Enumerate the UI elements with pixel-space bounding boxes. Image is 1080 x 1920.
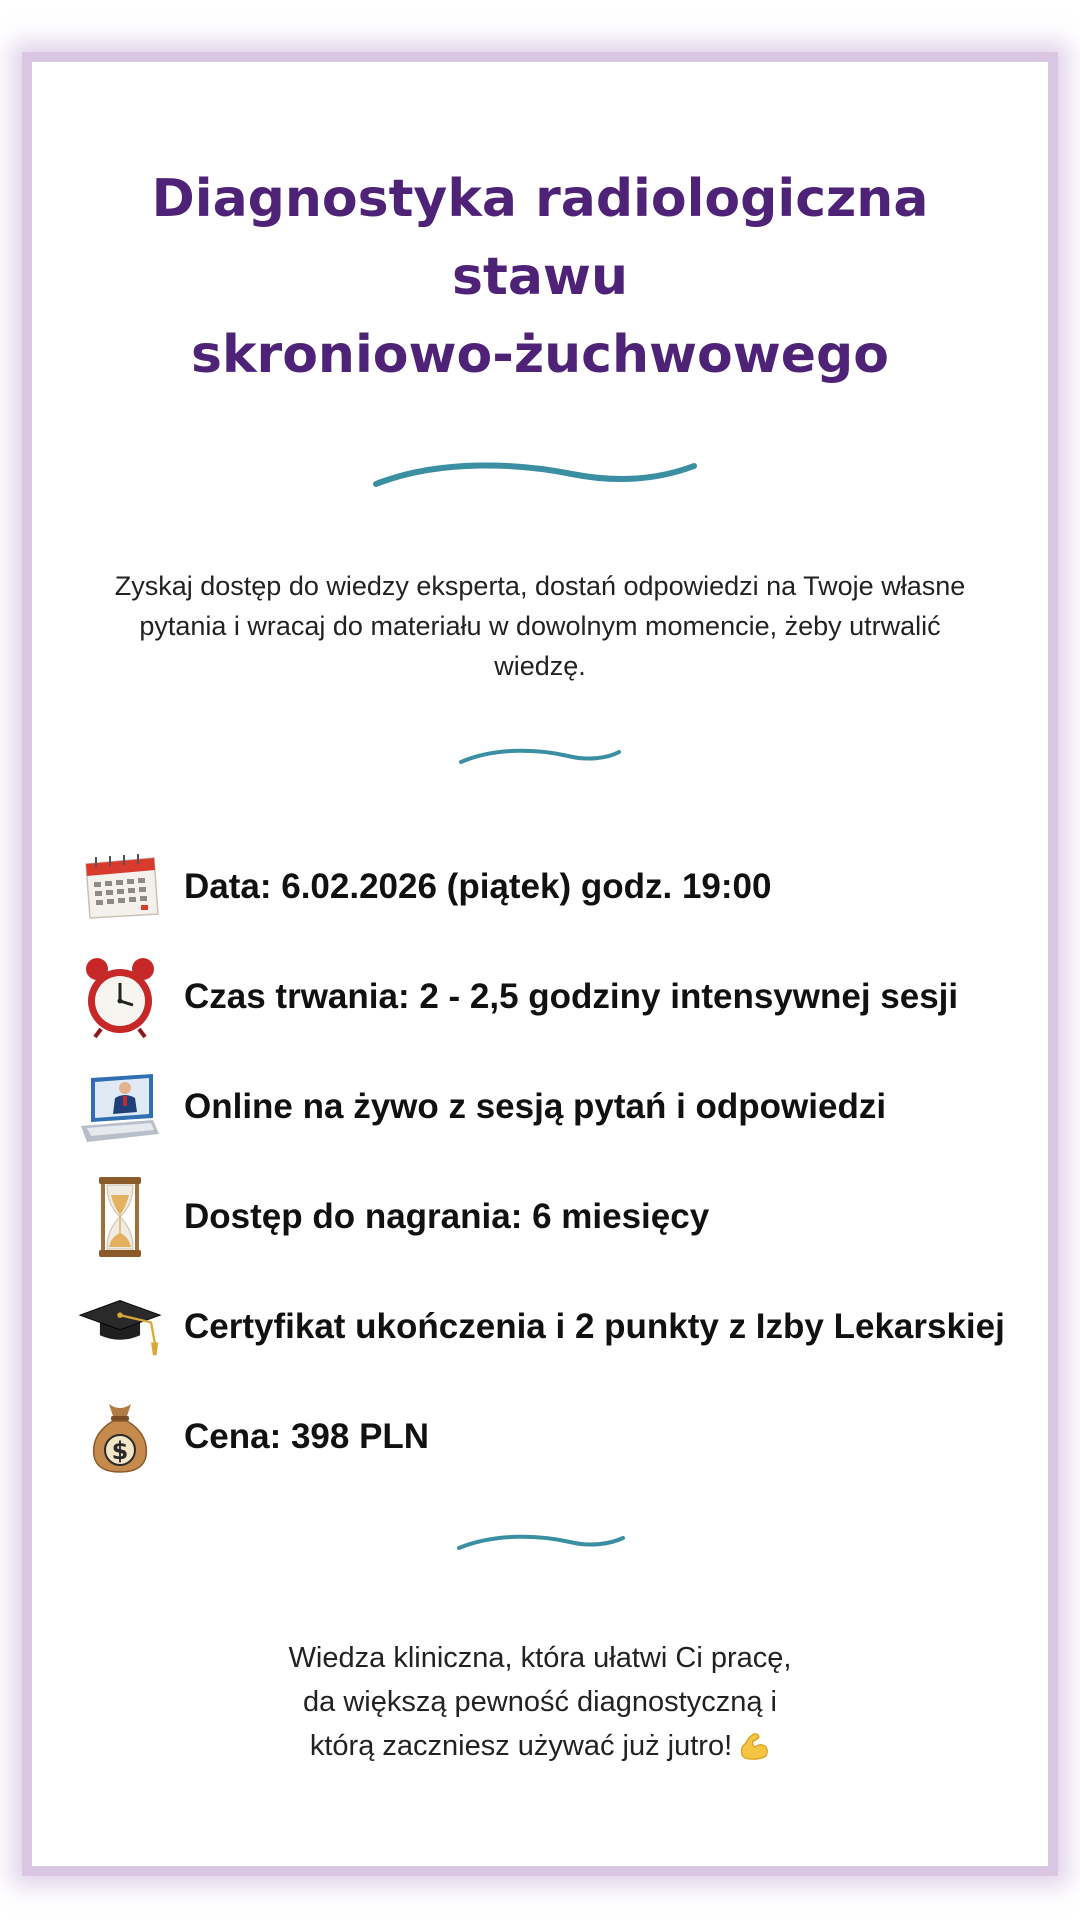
- title-line-3: skroniowo-żuchwowego: [191, 325, 889, 385]
- detail-row-duration: [78, 952, 998, 1042]
- graduation-cap-icon: [78, 1285, 162, 1369]
- closing-text: [190, 1636, 890, 1768]
- closing-line-3: którą zaczniesz używać już jutro!: [309, 1730, 733, 1762]
- money-bag-icon: [78, 1395, 162, 1479]
- online-laptop-icon: [78, 1065, 162, 1149]
- closing-line-2: da większą pewność diagnostyczną i: [303, 1686, 777, 1718]
- detail-row-online: [78, 1062, 998, 1152]
- intro-text: Zyskaj dostęp do wiedzy eksperta, dostań odpowiedzi na Twoje własne pytania i wracaj do materiału w dowolnym momencie, żeby utrwalić wiedzę.: [114, 571, 966, 681]
- wave-divider-3: [456, 1530, 626, 1554]
- detail-row-recording: [78, 1172, 998, 1262]
- alarm-clock-icon: [78, 955, 162, 1039]
- closing-line-3-wrap: [190, 1724, 890, 1768]
- detail-row-certificate: [78, 1282, 1005, 1372]
- title-line-1: Diagnostyka radiologiczna: [151, 169, 929, 229]
- detail-online-text: Online na żywo z sesją pytań i odpowiedzi: [184, 1087, 887, 1126]
- svg-text:$: $: [111, 1437, 129, 1465]
- detail-row-date: [78, 842, 998, 932]
- detail-row-price: [78, 1392, 998, 1482]
- page-title: [0, 160, 1080, 394]
- detail-price-text: Cena: 398 PLN: [184, 1417, 430, 1456]
- hourglass-icon: [78, 1175, 162, 1259]
- calendar-icon: [78, 845, 162, 929]
- detail-certificate-text: Certyfikat ukończenia i 2 punkty z Izby Lekarskiej: [184, 1307, 1005, 1346]
- detail-duration-text: Czas trwania: 2 - 2,5 godziny intensywnej sesji: [184, 977, 959, 1016]
- flexed-biceps-icon: [738, 1729, 770, 1761]
- detail-date-text: Data: 6.02.2026 (piątek) godz. 19:00: [184, 867, 772, 906]
- wave-divider-2: [458, 744, 622, 768]
- wave-divider-1: [372, 456, 698, 492]
- closing-line-1: Wiedza kliniczna, która ułatwi Ci pracę,: [288, 1642, 792, 1674]
- title-line-2: stawu: [452, 247, 628, 307]
- detail-recording-text: Dostęp do nagrania: 6 miesięcy: [184, 1197, 710, 1236]
